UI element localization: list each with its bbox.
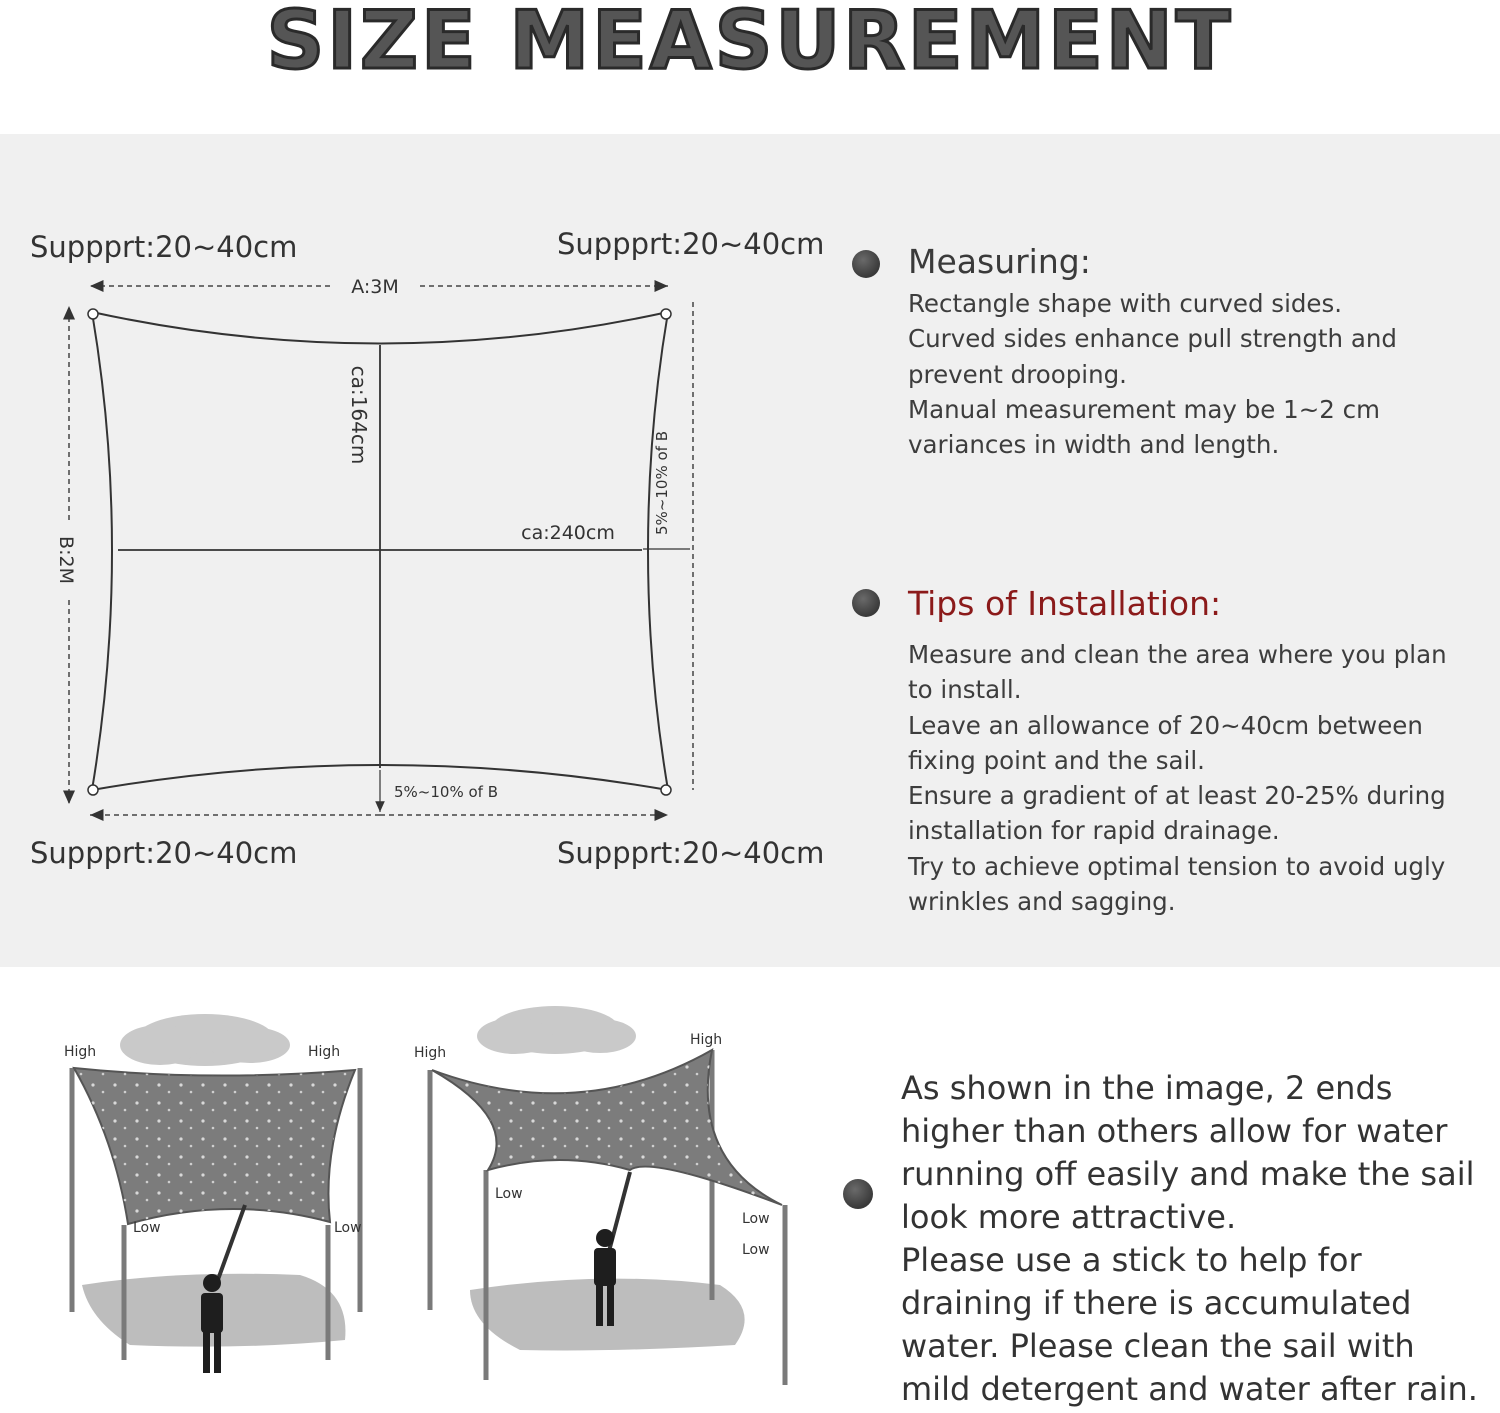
tips-line: Ensure a gradient of at least 20-25% during [908,781,1446,811]
note-line: running off easily and make the sail [901,1155,1475,1193]
ca-width-label: ca:240cm [521,522,615,544]
support-bottom-right: Suppprt:20~40cm [557,836,825,870]
support-top-right: Suppprt:20~40cm [557,227,825,261]
label-high: High [690,1032,723,1048]
note-text [901,1067,1478,1411]
dim-a-label: A:3M [351,276,399,298]
measuring-line: Manual measurement may be 1~2 cm [908,394,1380,424]
measuring-line: Rectangle shape with curved sides. [908,289,1343,318]
note-line: mild detergent and water after rain. [901,1370,1478,1408]
ca-height-label: ca:164cm [347,365,371,465]
tips-line: wrinkles and sagging. [908,887,1176,917]
note-line: As shown in the image, 2 ends [901,1069,1393,1107]
illustration-1 [64,1014,362,1373]
label-high: High [308,1044,341,1060]
label-low: Low [742,1242,770,1258]
label-high: High [64,1044,97,1060]
note-bullet-icon [843,1179,873,1209]
cloud-icon [477,1006,636,1054]
cloud-icon [120,1014,290,1066]
tips-line: Try to achieve optimal tension to avoid ugly [908,851,1446,881]
tips-heading: Tips of Installation: [908,584,1222,623]
note-line: higher than others allow for water [901,1112,1448,1150]
note-line: draining if there is accumulated [901,1284,1412,1322]
label-low: Low [495,1186,523,1202]
support-bottom-left: Suppprt:20~40cm [30,836,298,870]
note-line: Please use a stick to help for [901,1241,1362,1279]
note-line: water. Please clean the sail with [901,1327,1415,1365]
curve-bottom-label: 5%~10% of B [394,783,498,801]
tips-line: Measure and clean the area where you plan [908,640,1447,669]
note-line: look more attractive. [901,1198,1237,1236]
page-title: SIZE MEASUREMENT [266,0,1234,87]
label-high: High [414,1045,447,1061]
tips-line: fixing point and the sail. [908,745,1205,775]
dim-b-label: B:2M [55,536,77,584]
label-low: Low [133,1220,161,1236]
tips-line: installation for rapid drainage. [908,816,1280,846]
label-low: Low [334,1220,362,1236]
support-top-left: Suppprt:20~40cm [30,230,298,264]
curve-side-label: 5%~10% of B [653,431,671,535]
measuring-line: Curved sides enhance pull strength and [908,324,1397,354]
tips-line: to install. [908,675,1022,705]
measuring-line: prevent drooping. [908,359,1127,389]
illustration-2 [414,1006,785,1385]
label-low: Low [742,1211,770,1227]
measuring-heading: Measuring: [908,242,1091,281]
measuring-line: variances in width and length. [908,430,1280,460]
tips-line: Leave an allowance of 20~40cm between [908,710,1423,740]
